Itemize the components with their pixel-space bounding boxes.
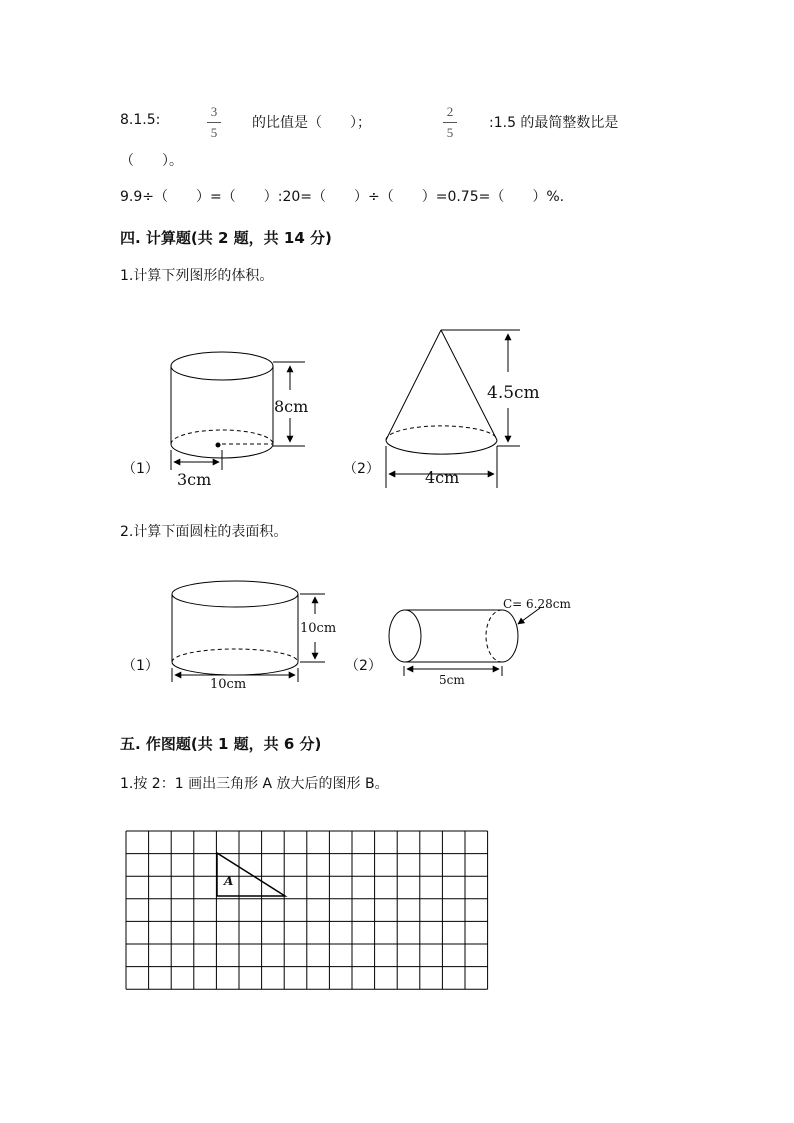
section4-question1: 1.计算下列图形的体积。 bbox=[120, 268, 274, 284]
fig4-label: （2） bbox=[345, 658, 382, 674]
fig4-circumference-label: C= 6.28cm bbox=[503, 597, 571, 611]
fig4-length-label: 5cm bbox=[439, 673, 465, 687]
fig3-label: （1） bbox=[122, 658, 159, 674]
horizontal-cylinder-figure bbox=[389, 608, 540, 676]
q8-answer-blank: （ ）。 bbox=[120, 153, 183, 169]
fig3-diameter-label: 10cm bbox=[210, 677, 247, 692]
section5-heading: 五. 作图题(共 1 题，共 6 分) bbox=[120, 735, 322, 753]
section4-question2: 2.计算下面圆柱的表面积。 bbox=[120, 524, 288, 540]
fig1-height-label: 8cm bbox=[274, 397, 309, 416]
fraction-numerator: 3 bbox=[210, 104, 218, 119]
fig2-label: （2） bbox=[343, 461, 380, 477]
fig2-diameter-label: 4cm bbox=[425, 468, 460, 487]
fig1-label: （1） bbox=[122, 461, 159, 477]
q8-suffix: :1.5 的最简整数比是 bbox=[489, 115, 619, 131]
fraction-denominator: 5 bbox=[210, 125, 218, 140]
fig1-radius-label: 3cm bbox=[177, 470, 212, 489]
q9-text: 9.9÷（ ）=（ ）:20=（ ）÷（ ）=0.75=（ ）%. bbox=[120, 189, 565, 205]
fig3-height-label: 10cm bbox=[300, 621, 337, 636]
fraction-numerator: 2 bbox=[446, 104, 454, 119]
fraction-denominator: 5 bbox=[446, 125, 454, 140]
triangle-a-label: A bbox=[224, 874, 234, 888]
fig2-height-label: 4.5cm bbox=[487, 383, 540, 403]
section5-question1: 1.按 2：1 画出三角形 A 放大后的图形 B。 bbox=[120, 776, 389, 792]
cone-figure bbox=[386, 330, 520, 488]
q8-prefix: 8.1.5: bbox=[120, 112, 161, 128]
drawing-grid bbox=[126, 831, 488, 989]
q8-middle-text: 的比值是（ ）； bbox=[252, 115, 371, 131]
section4-heading: 四. 计算题(共 2 题，共 14 分) bbox=[120, 229, 332, 247]
